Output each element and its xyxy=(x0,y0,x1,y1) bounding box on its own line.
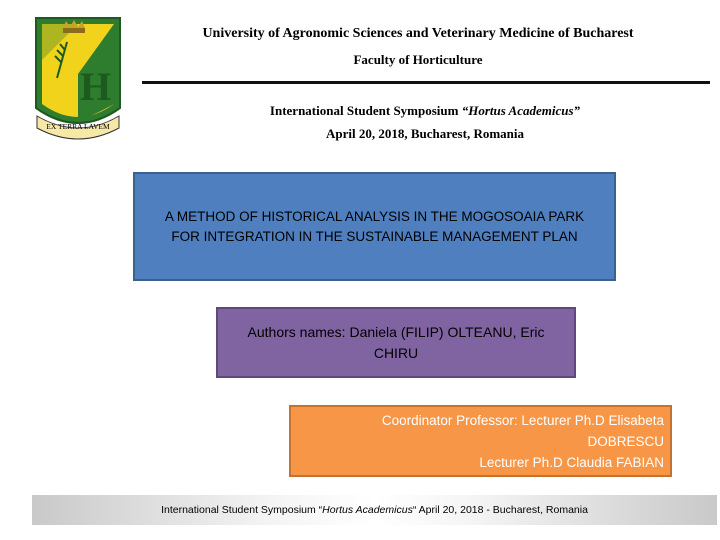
coordinator-line-1: Coordinator Professor: Lecturer Ph.D Elisabeta xyxy=(381,412,664,428)
presentation-title-box xyxy=(133,172,616,281)
symposium-title xyxy=(150,103,700,119)
logo-letter: H xyxy=(80,64,112,109)
university-name: University of Agronomic Sciences and Veterinary Medicine of Bucharest xyxy=(202,26,634,41)
coordinator-line-2: DOBRESCU xyxy=(587,433,664,449)
symposium-prefix: International Student Symposium xyxy=(269,103,462,118)
authors-line-2: CHIRU xyxy=(373,344,419,361)
faculty-name: Faculty of Horticulture xyxy=(353,52,483,67)
title-line-2: FOR INTEGRATION IN THE SUSTAINABLE MANAGEMENT PLAN xyxy=(171,228,578,244)
symposium-name: “Hortus Academicus” xyxy=(461,103,581,118)
logo-motto: EX TERRA LAVEM xyxy=(46,122,110,131)
footer-symposium-name: Hortus Academicus xyxy=(322,504,413,516)
title-line-1: A METHOD OF HISTORICAL ANALYSIS IN THE MOGOSOAIA PARK xyxy=(164,208,585,224)
university-logo xyxy=(33,16,123,141)
symposium-date-location: April 20, 2018, Bucharest, Romania xyxy=(325,126,524,141)
header-divider xyxy=(142,81,710,84)
footer-suffix: “ April 20, 2018 - Bucharest, Romania xyxy=(412,504,588,516)
footer-prefix: International Student Symposium “ xyxy=(161,504,323,516)
crown-icon xyxy=(63,20,85,33)
coordinator-box xyxy=(289,405,672,477)
footer-bar xyxy=(32,495,717,525)
coordinator-line-3: Lecturer Ph.D Claudia FABIAN xyxy=(479,454,664,470)
authors-line-1: Authors names: Daniela (FILIP) OLTEANU, Eric xyxy=(247,323,545,340)
authors-box xyxy=(216,307,576,378)
